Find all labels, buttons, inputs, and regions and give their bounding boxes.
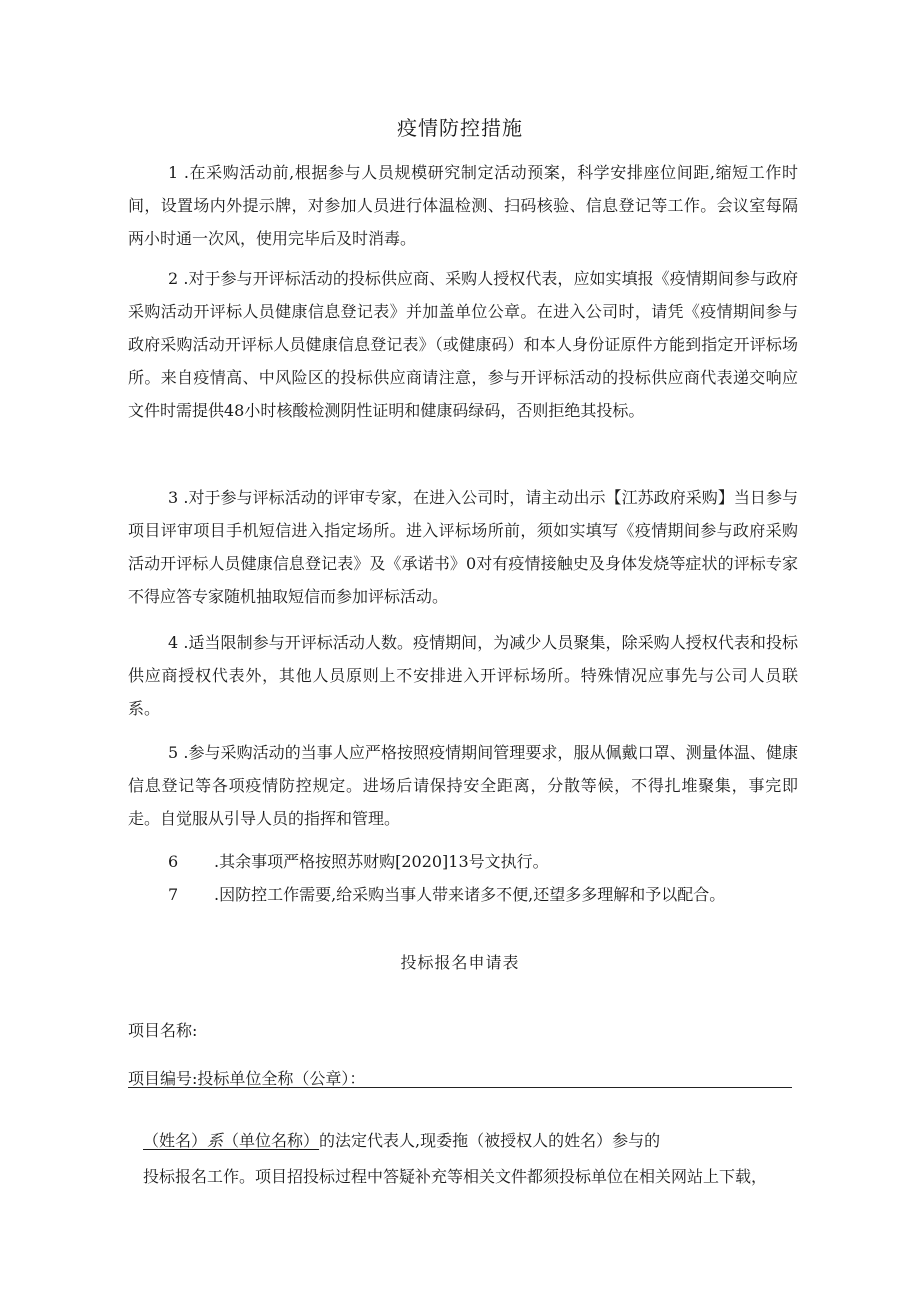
item-text: .参与采购活动的当事人应严格按照疫情期间管理要求，服从佩戴口罩、测量体温、健康信息登记等各项疫情防控规定。进场后请保持安全距离，分散等候，不得扎堆聚集，事完即走。自觉服从引导人员的指挥和管理。 xyxy=(128,743,798,828)
item-number: 1 xyxy=(168,163,179,182)
underline-rule xyxy=(128,1087,792,1088)
authorization-line-2: 投标报名工作。项目招投标过程中答疑补充等相关文件都须投标单位在相关网站上下载， xyxy=(143,1167,768,1186)
project-number-label: 项目编号:投标单位全称（公章）： xyxy=(128,1069,366,1088)
document-title: 疫情防控措施 xyxy=(397,116,523,140)
project-name-label: 项目名称: xyxy=(128,1021,198,1040)
measure-item-3 xyxy=(128,481,798,613)
measure-item-2 xyxy=(128,262,798,427)
item-text: .因防控工作需要,给采购当事人带来诸多不便,还望多多理解和予以配合。 xyxy=(214,885,726,904)
tail-text: 参与的 xyxy=(612,1131,661,1150)
item-text: .适当限制参与开评标活动人数。疫情期间，为减少人员聚集，除采购人授权代表和投标供应商授权代表外，其他人员原则上不安排进入开评标场所。特殊情况应事先与公司人员联系。 xyxy=(128,633,798,718)
authorization-line-1 xyxy=(143,1128,660,1151)
item-number: 2 xyxy=(168,269,179,288)
item-text: .其余事项严格按照苏财购[2020]13号文执行。 xyxy=(214,852,549,871)
name-placeholder: （姓名） xyxy=(143,1131,208,1150)
item-number: 4 xyxy=(168,633,179,652)
item-number: 5 xyxy=(168,743,179,762)
item-number: 7 xyxy=(168,885,179,904)
relation-text: 系 xyxy=(207,1131,224,1150)
item-number: 3 xyxy=(168,488,179,507)
item-text: .对于参与开评标活动的投标供应商、采购人授权代表，应如实填报《疫情期间参与政府采购活动开评标人员健康信息登记表》并加盖单位公章。在进入公司时，请凭《疫情期间参与政府采购活动开评标人员健康信息登记表》（或健康码）和本人身份证原件方能到指定开评标场所。来自疫情高、中风险区的投标供应商请注意，参与开评标活动的投标供应商代表递交响应文件时需提供48小时核酸检测阴性证明和健康码绿码，否则拒绝其投标。 xyxy=(128,269,798,420)
mid-text: 的法定代表人,现委拖 xyxy=(319,1131,469,1150)
agent-placeholder: （被授权人的姓名） xyxy=(468,1131,613,1150)
item-text: .对于参与评标活动的评审专家，在进入公司时，请主动出示【江苏政府采购】当日参与项目评审项目手机短信进入指定场所。进入评标场所前，须如实填写《疫情期间参与政府采购活动开评标人员健康信息登记表》及《承诺书》0对有疫情接触史及身体发烧等症状的评标专家不得应答专家随机抽取短信而参加评标活动。 xyxy=(128,488,798,606)
measure-item-6 xyxy=(168,848,549,876)
unit-placeholder: （单位名称） xyxy=(223,1131,320,1150)
measure-item-1 xyxy=(128,156,798,255)
measure-item-4 xyxy=(128,626,798,725)
item-number: 6 xyxy=(168,852,179,871)
measure-item-7 xyxy=(168,881,725,909)
form-title: 投标报名申请表 xyxy=(400,953,520,972)
measure-item-5 xyxy=(128,736,798,835)
item-text: .在采购活动前,根据参与人员规模研究制定活动预案，科学安排座位间距,缩短工作时间，设置场内外提示牌，对参加人员进行体温检测、扫码核验、信息登记等工作。会议室每隔两小时通一次风，使用完毕后及时消毒。 xyxy=(128,163,798,248)
